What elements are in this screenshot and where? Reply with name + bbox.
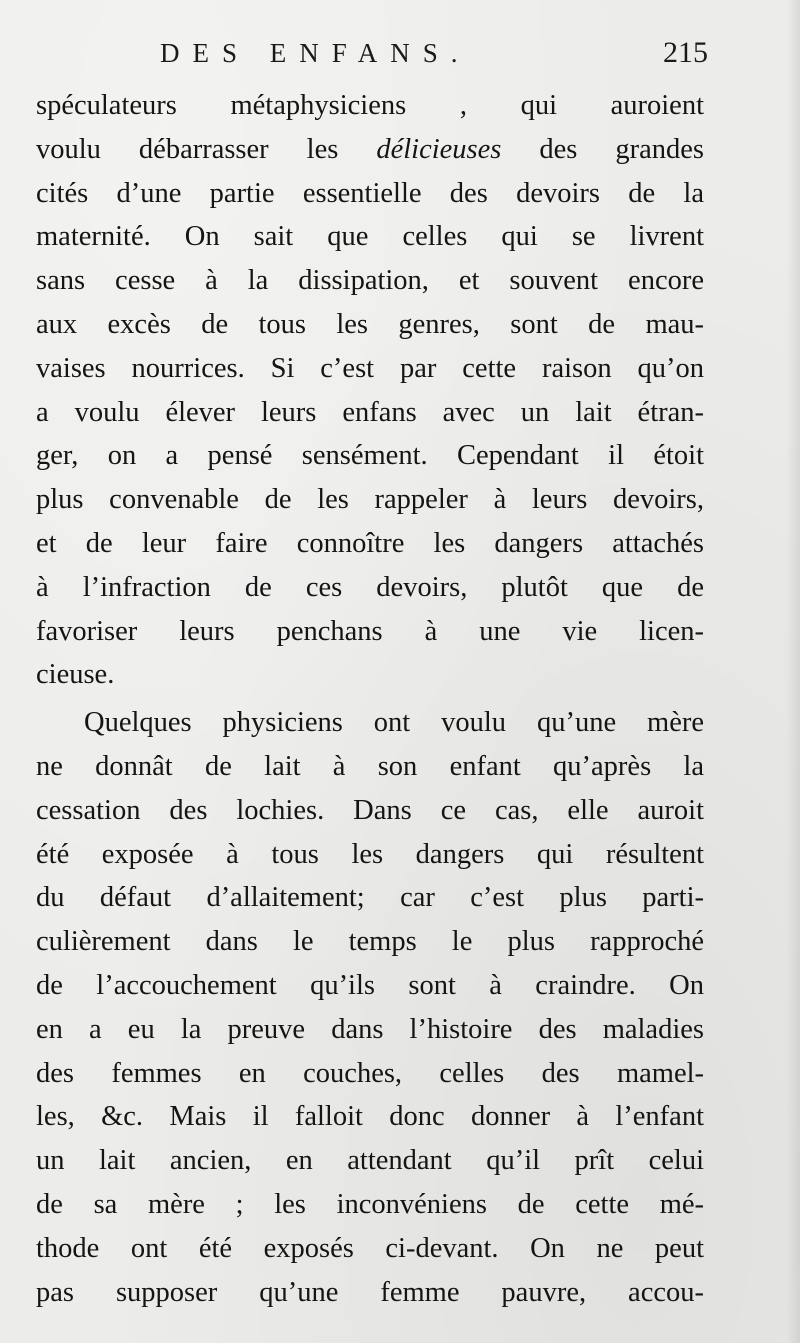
- paragraph-1: [36, 84, 704, 697]
- text-line: favoriser leurs penchans à une vie licen-: [36, 615, 704, 647]
- text-line: thode ont été exposés ci-devant. On ne peut: [36, 1232, 704, 1264]
- text-line: les, &c. Mais il falloit donc donner à l’enfant: [36, 1101, 704, 1133]
- page-edge-shadow: [786, 0, 800, 1343]
- text-line: des femmes en couches, celles des mamel-: [36, 1057, 704, 1089]
- text-line: vaises nourrices. Si c’est par cette raison qu’on: [36, 352, 704, 384]
- text-line: Quelques physiciens ont voulu qu’une mère: [84, 707, 704, 739]
- text-line: cités d’une partie essentielle des devoirs de la: [36, 177, 704, 209]
- text-line: spéculateurs métaphysiciens , qui auroient: [36, 90, 704, 121]
- running-head: [0, 32, 800, 84]
- text-line: et de leur faire connoître les dangers attachés: [36, 527, 704, 559]
- text-line: été exposée à tous les dangers qui résultent: [36, 838, 704, 870]
- text-line: sans cesse à la dissipation, et souvent encore: [36, 265, 704, 297]
- text-line: ger, on a pensé sensément. Cependant il étoit: [36, 440, 704, 472]
- text-line: aux excès de tous les genres, sont de mau-: [36, 308, 704, 340]
- text-line: du défaut d’allaitement; car c’est plus parti-: [36, 882, 704, 914]
- text-line: de sa mère ; les inconvéniens de cette mé-: [36, 1188, 704, 1220]
- text-line: ne donnât de lait à son enfant qu’après la: [36, 750, 704, 782]
- text-line: de l’accouchement qu’ils sont à craindre. On: [36, 969, 704, 1001]
- emphasized-word: délicieuses: [376, 133, 502, 165]
- text-line: voulu débarrasser les délicieuses des grandes: [36, 133, 704, 165]
- text-line: à l’infraction de ces devoirs, plutôt que de: [36, 571, 704, 603]
- running-title: DES ENFANS.: [160, 38, 471, 68]
- text-line: a voulu élever leurs enfans avec un lait étran-: [36, 396, 704, 428]
- text-line: plus convenable de les rappeler à leurs devoirs,: [36, 484, 704, 516]
- page-number: 215: [663, 36, 708, 69]
- text-line: en a eu la preuve dans l’histoire des maladies: [36, 1013, 704, 1045]
- text-line: un lait ancien, en attendant qu’il prît celui: [36, 1145, 704, 1177]
- text-line: maternité. On sait que celles qui se livrent: [36, 221, 704, 253]
- paragraph-2: [36, 701, 704, 1314]
- text-line: culièrement dans le temps le plus rapproché: [36, 926, 704, 958]
- body-text: [36, 84, 704, 1314]
- text-line: pas supposer qu’une femme pauvre, accou-: [36, 1276, 704, 1308]
- text-line: cieuse.: [36, 659, 115, 691]
- text-line: cessation des lochies. Dans ce cas, elle auroit: [36, 794, 704, 826]
